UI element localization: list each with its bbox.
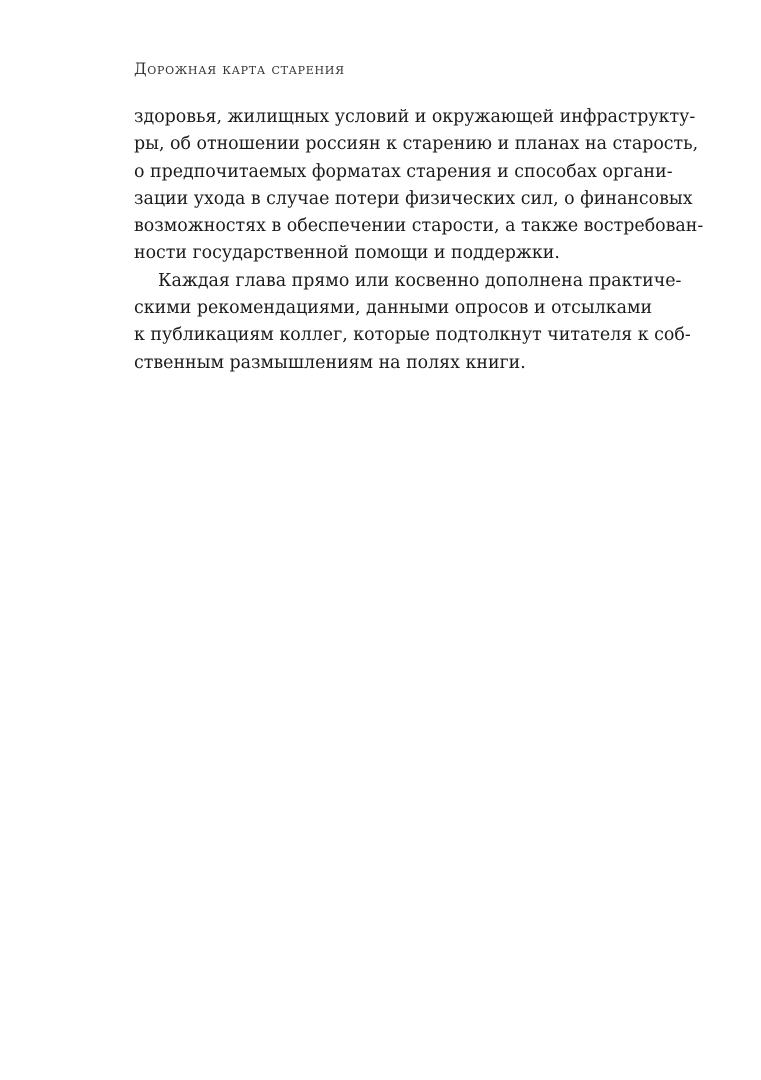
- text-line: ры, об отношении россиян к старению и планах на старость,: [134, 134, 699, 155]
- text-line: ности государственной помощи и поддержки.: [134, 243, 560, 264]
- paragraph-1: [134, 104, 704, 268]
- text-line: скими рекомендациями, данными опросов и отсылками: [134, 298, 653, 319]
- text-line: зации ухода в случае потери физических сил, о финансовых: [134, 188, 693, 209]
- text-line: к публикациям коллег, которые подтолкнут читателя к соб-: [134, 325, 691, 346]
- text-line: возможностях в обеспечении старости, а также востребован-: [134, 216, 704, 237]
- text-line: о предпочитаемых форматах старения и способах органи-: [134, 161, 673, 182]
- running-head: Дорожная карта старения: [134, 60, 345, 78]
- paragraph-2: [134, 268, 691, 377]
- text-line: ственным размышлениям на полях книги.: [134, 352, 526, 373]
- text-line: здоровья, жилищных условий и окружающей инфраструкту-: [134, 107, 696, 127]
- text-line: Каждая глава прямо или косвенно дополнена практиче-: [158, 270, 682, 291]
- body-text: [134, 104, 704, 377]
